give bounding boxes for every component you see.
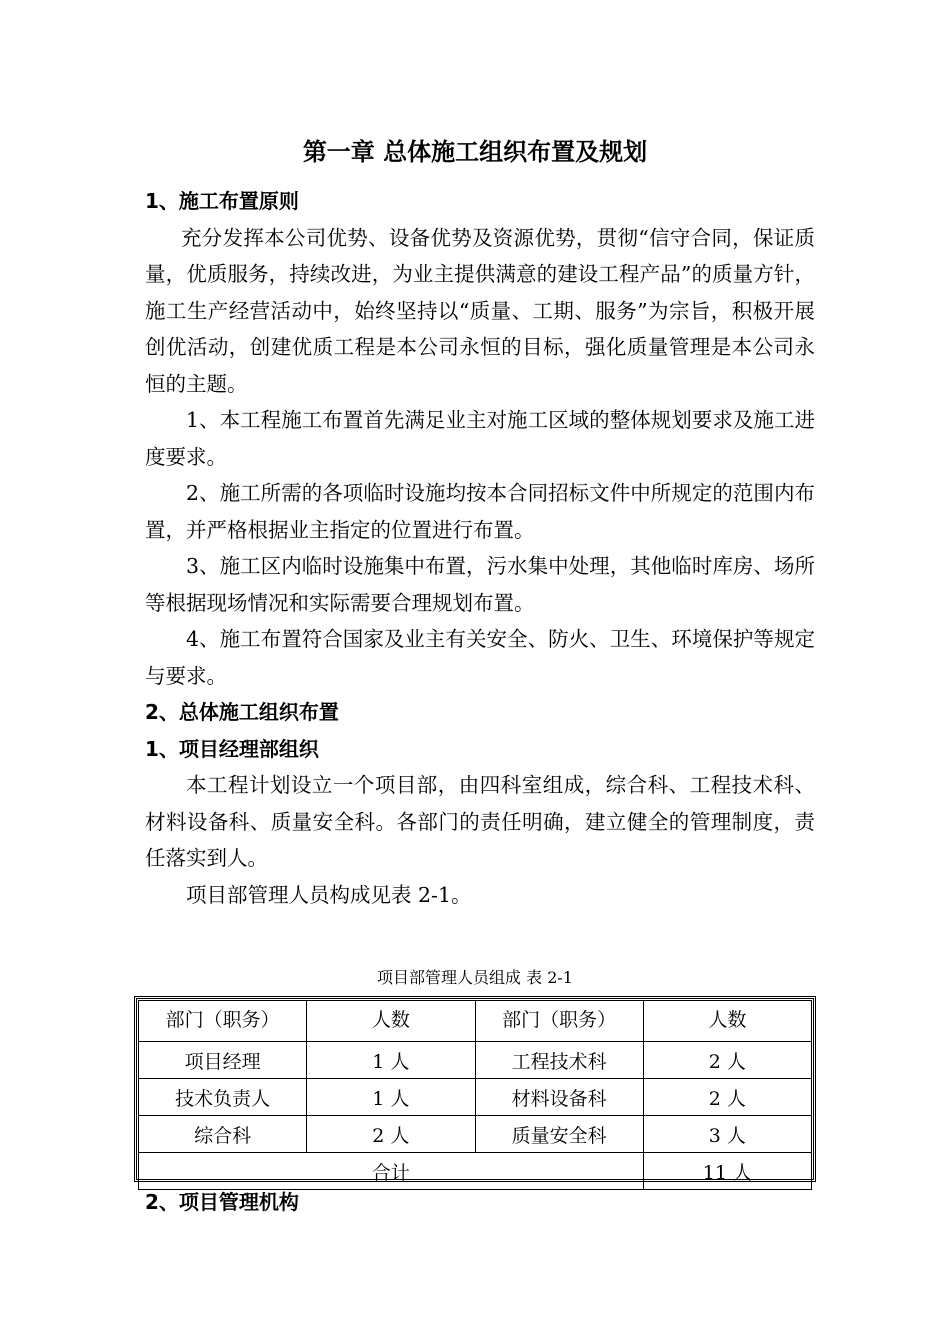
table-caption: 项目部管理人员组成 表 2-1	[377, 968, 573, 987]
total-label-cell: 合计	[139, 1153, 644, 1190]
chapter-title: 第一章 总体施工组织布置及规划	[302, 138, 648, 166]
header-cell: 人数	[643, 1001, 811, 1042]
table-row	[139, 1079, 812, 1116]
staff-table-grid	[138, 1000, 812, 1190]
subsection-heading-1: 1、项目经理部组织	[145, 736, 319, 761]
intro-paragraph: 充分发挥本公司优势、设备优势及资源优势，贯彻“信守合同，保证质量，优质服务，持续改进，为业主提供满意的建设工程产品”的质量方针，施工生产经营活动中，始终坚持以“质量、工期、服务”为宗旨，积极开展创优活动，创建优质工程是本公司永恒的目标，强化质量管理是本公司永恒的主题。	[145, 225, 815, 396]
table-cell: 3 人	[643, 1116, 811, 1153]
staff-table	[134, 996, 816, 1182]
header-cell: 人数	[307, 1001, 475, 1042]
table-cell: 质量安全科	[475, 1116, 643, 1153]
table-cell: 2 人	[643, 1042, 811, 1079]
section-heading-1: 1、施工布置原则	[145, 189, 299, 213]
principle-3: 3、施工区内临时设施集中布置，污水集中处理，其他临时库房、场所等根据现场情况和实际需要合理规划布置。	[145, 554, 815, 615]
section-heading-2: 2、总体施工组织布置	[145, 700, 339, 724]
header-cell: 部门（职务）	[475, 1001, 643, 1042]
org-paragraph: 本工程计划设立一个项目部，由四科室组成，综合科、工程技术科、材料设备科、质量安全科。各部门的责任明确，建立健全的管理制度，责任落实到人。	[145, 773, 815, 870]
table-cell: 1 人	[307, 1079, 475, 1116]
table-cell: 技术负责人	[139, 1079, 307, 1116]
table-reference: 项目部管理人员构成见表 2-1。	[186, 882, 472, 907]
table-row	[139, 1042, 812, 1079]
principle-4: 4、施工布置符合国家及业主有关安全、防火、卫生、环境保护等规定与要求。	[145, 627, 815, 688]
total-value-cell: 11 人	[643, 1153, 811, 1190]
table-cell: 材料设备科	[475, 1079, 643, 1116]
table-cell: 2 人	[307, 1116, 475, 1153]
principle-2: 2、施工所需的各项临时设施均按本合同招标文件中所规定的范围内布置，并严格根据业主指定的位置进行布置。	[145, 481, 815, 542]
table-cell: 2 人	[643, 1079, 811, 1116]
document-body	[145, 183, 815, 913]
table-header-row	[139, 1001, 812, 1042]
table-cell: 项目经理	[139, 1042, 307, 1079]
table-cell: 工程技术科	[475, 1042, 643, 1079]
table-cell: 1 人	[307, 1042, 475, 1079]
header-cell: 部门（职务）	[139, 1001, 307, 1042]
subsection-heading-2: 2、项目管理机构	[145, 1190, 299, 1214]
principle-1: 1、本工程施工布置首先满足业主对施工区域的整体规划要求及施工进度要求。	[145, 408, 815, 469]
table-row	[139, 1116, 812, 1153]
table-cell: 综合科	[139, 1116, 307, 1153]
